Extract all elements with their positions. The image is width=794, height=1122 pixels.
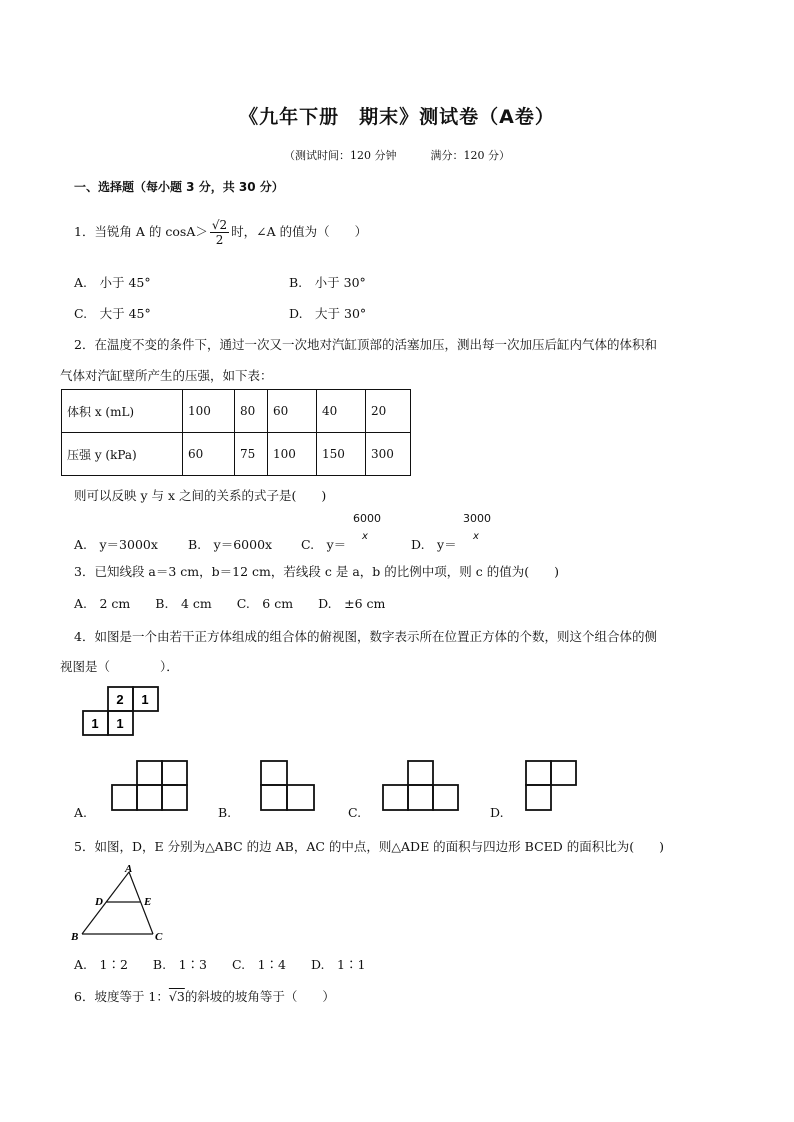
- question-2-line2: 气体对汽缸壁所产生的压强，如下表：: [60, 368, 273, 383]
- q2-optd-denominator: x: [473, 531, 479, 542]
- q4-option-b: B.: [218, 805, 232, 820]
- question-4-line1: 4．如图是一个由若干正方体组成的组合体的俯视图，数字表示所在位置正方体的个数，则这个组合体的侧: [74, 629, 657, 644]
- vertex-label-a: A: [125, 863, 133, 875]
- grid-number: 1: [91, 716, 99, 731]
- q2-option-a: A. y＝3000x: [74, 537, 158, 552]
- table-cell: 100: [268, 433, 317, 476]
- q6-prefix: 6．坡度等于 1：: [74, 989, 169, 1004]
- table-cell: 60: [268, 390, 317, 433]
- q4-option-d: D.: [490, 805, 504, 820]
- q1-frac-den: 2: [215, 233, 224, 247]
- grid-number: 1: [116, 716, 124, 731]
- option-c-figure: [382, 760, 460, 812]
- table-cell: 75: [235, 433, 268, 476]
- q2-option-c: C. y＝: [301, 537, 347, 552]
- q6-radical: √3: [168, 989, 185, 1004]
- option-d-figure: [525, 760, 579, 812]
- top-view-figure: [83, 686, 163, 738]
- option-b-figure: [260, 760, 316, 812]
- table-row: [62, 433, 411, 476]
- page-title: 《九年下册 期末》测试卷（A卷）: [239, 106, 555, 128]
- table-cell: 300: [366, 433, 411, 476]
- grid-number: 1: [141, 692, 149, 707]
- q1-option-d: D. 大于 30°: [289, 306, 367, 321]
- option-a-figure: [111, 760, 189, 812]
- q1-frac-num: √2: [211, 218, 228, 232]
- table-cell: 体积 x (mL): [62, 390, 183, 433]
- q1-option-c: C. 大于 45°: [74, 306, 151, 321]
- q2-question: 则可以反映 y 与 x 之间的关系的式子是( ): [74, 488, 327, 503]
- q1-option-b: B. 小于 30°: [289, 275, 366, 290]
- table-cell: 压强 y (kPa): [62, 433, 183, 476]
- q2-optc-denominator: x: [362, 531, 368, 542]
- exam-score: 满分：120 分）: [430, 149, 510, 162]
- q2-option-d: D. y＝: [411, 537, 457, 552]
- table-cell: 150: [317, 433, 366, 476]
- q1-fraction: [210, 218, 229, 247]
- vertex-label-c: C: [155, 931, 163, 943]
- data-table: [61, 389, 411, 476]
- question-1: [74, 218, 367, 247]
- q4-option-a: A.: [74, 805, 88, 820]
- q4-option-c: C.: [348, 805, 362, 820]
- question-6: [74, 987, 335, 1005]
- q6-suffix: 的斜坡的坡角等于（ ）: [184, 989, 335, 1004]
- question-2-line1: 2．在温度不变的条件下，通过一次又一次地对汽缸顶部的活塞加压，测出每一次加压后缸内气体的体积和: [74, 337, 657, 352]
- table-cell: 60: [183, 433, 235, 476]
- question-4-line2: 视图是（ ）．: [60, 659, 179, 674]
- table-cell: 80: [235, 390, 268, 433]
- grid-number: 2: [116, 692, 124, 707]
- table-cell: 100: [183, 390, 235, 433]
- question-3: 3．已知线段 a＝3 cm，b＝12 cm，若线段 c 是 a，b 的比例中项，则 c 的值为( ): [74, 564, 559, 579]
- q2-optc-numerator: 6000: [353, 512, 381, 525]
- vertex-label-b: B: [71, 931, 79, 943]
- exam-time: （测试时间：120 分钟: [284, 149, 397, 162]
- table-cell: 40: [317, 390, 366, 433]
- q2-option-b: B. y＝6000x: [188, 537, 273, 552]
- question-5: 5．如图，D，E 分别为△ABC 的边 AB，AC 的中点，则△ADE 的面积与四边形 BCED 的面积比为( ): [74, 839, 665, 854]
- table-cell: 20: [366, 390, 411, 433]
- exam-info: [0, 147, 794, 163]
- section-heading: 一、选择题（每小题 3 分，共 30 分）: [74, 180, 284, 194]
- vertex-label-d: D: [95, 896, 103, 908]
- vertex-label-e: E: [144, 896, 152, 908]
- q3-options: A. 2 cm B. 4 cm C. 6 cm D. ±6 cm: [74, 596, 386, 611]
- q1-suffix: 时，∠A 的值为（ ）: [231, 224, 368, 239]
- q2-optd-numerator: 3000: [463, 512, 491, 525]
- q1-option-a: A. 小于 45°: [74, 275, 151, 290]
- table-row: [62, 390, 411, 433]
- q5-options: A. 1∶2 B. 1∶3 C. 1∶4 D. 1∶1: [74, 957, 366, 972]
- q1-prefix: 1．当锐角 A 的 cosA＞: [74, 224, 208, 239]
- triangle-figure: [70, 862, 170, 944]
